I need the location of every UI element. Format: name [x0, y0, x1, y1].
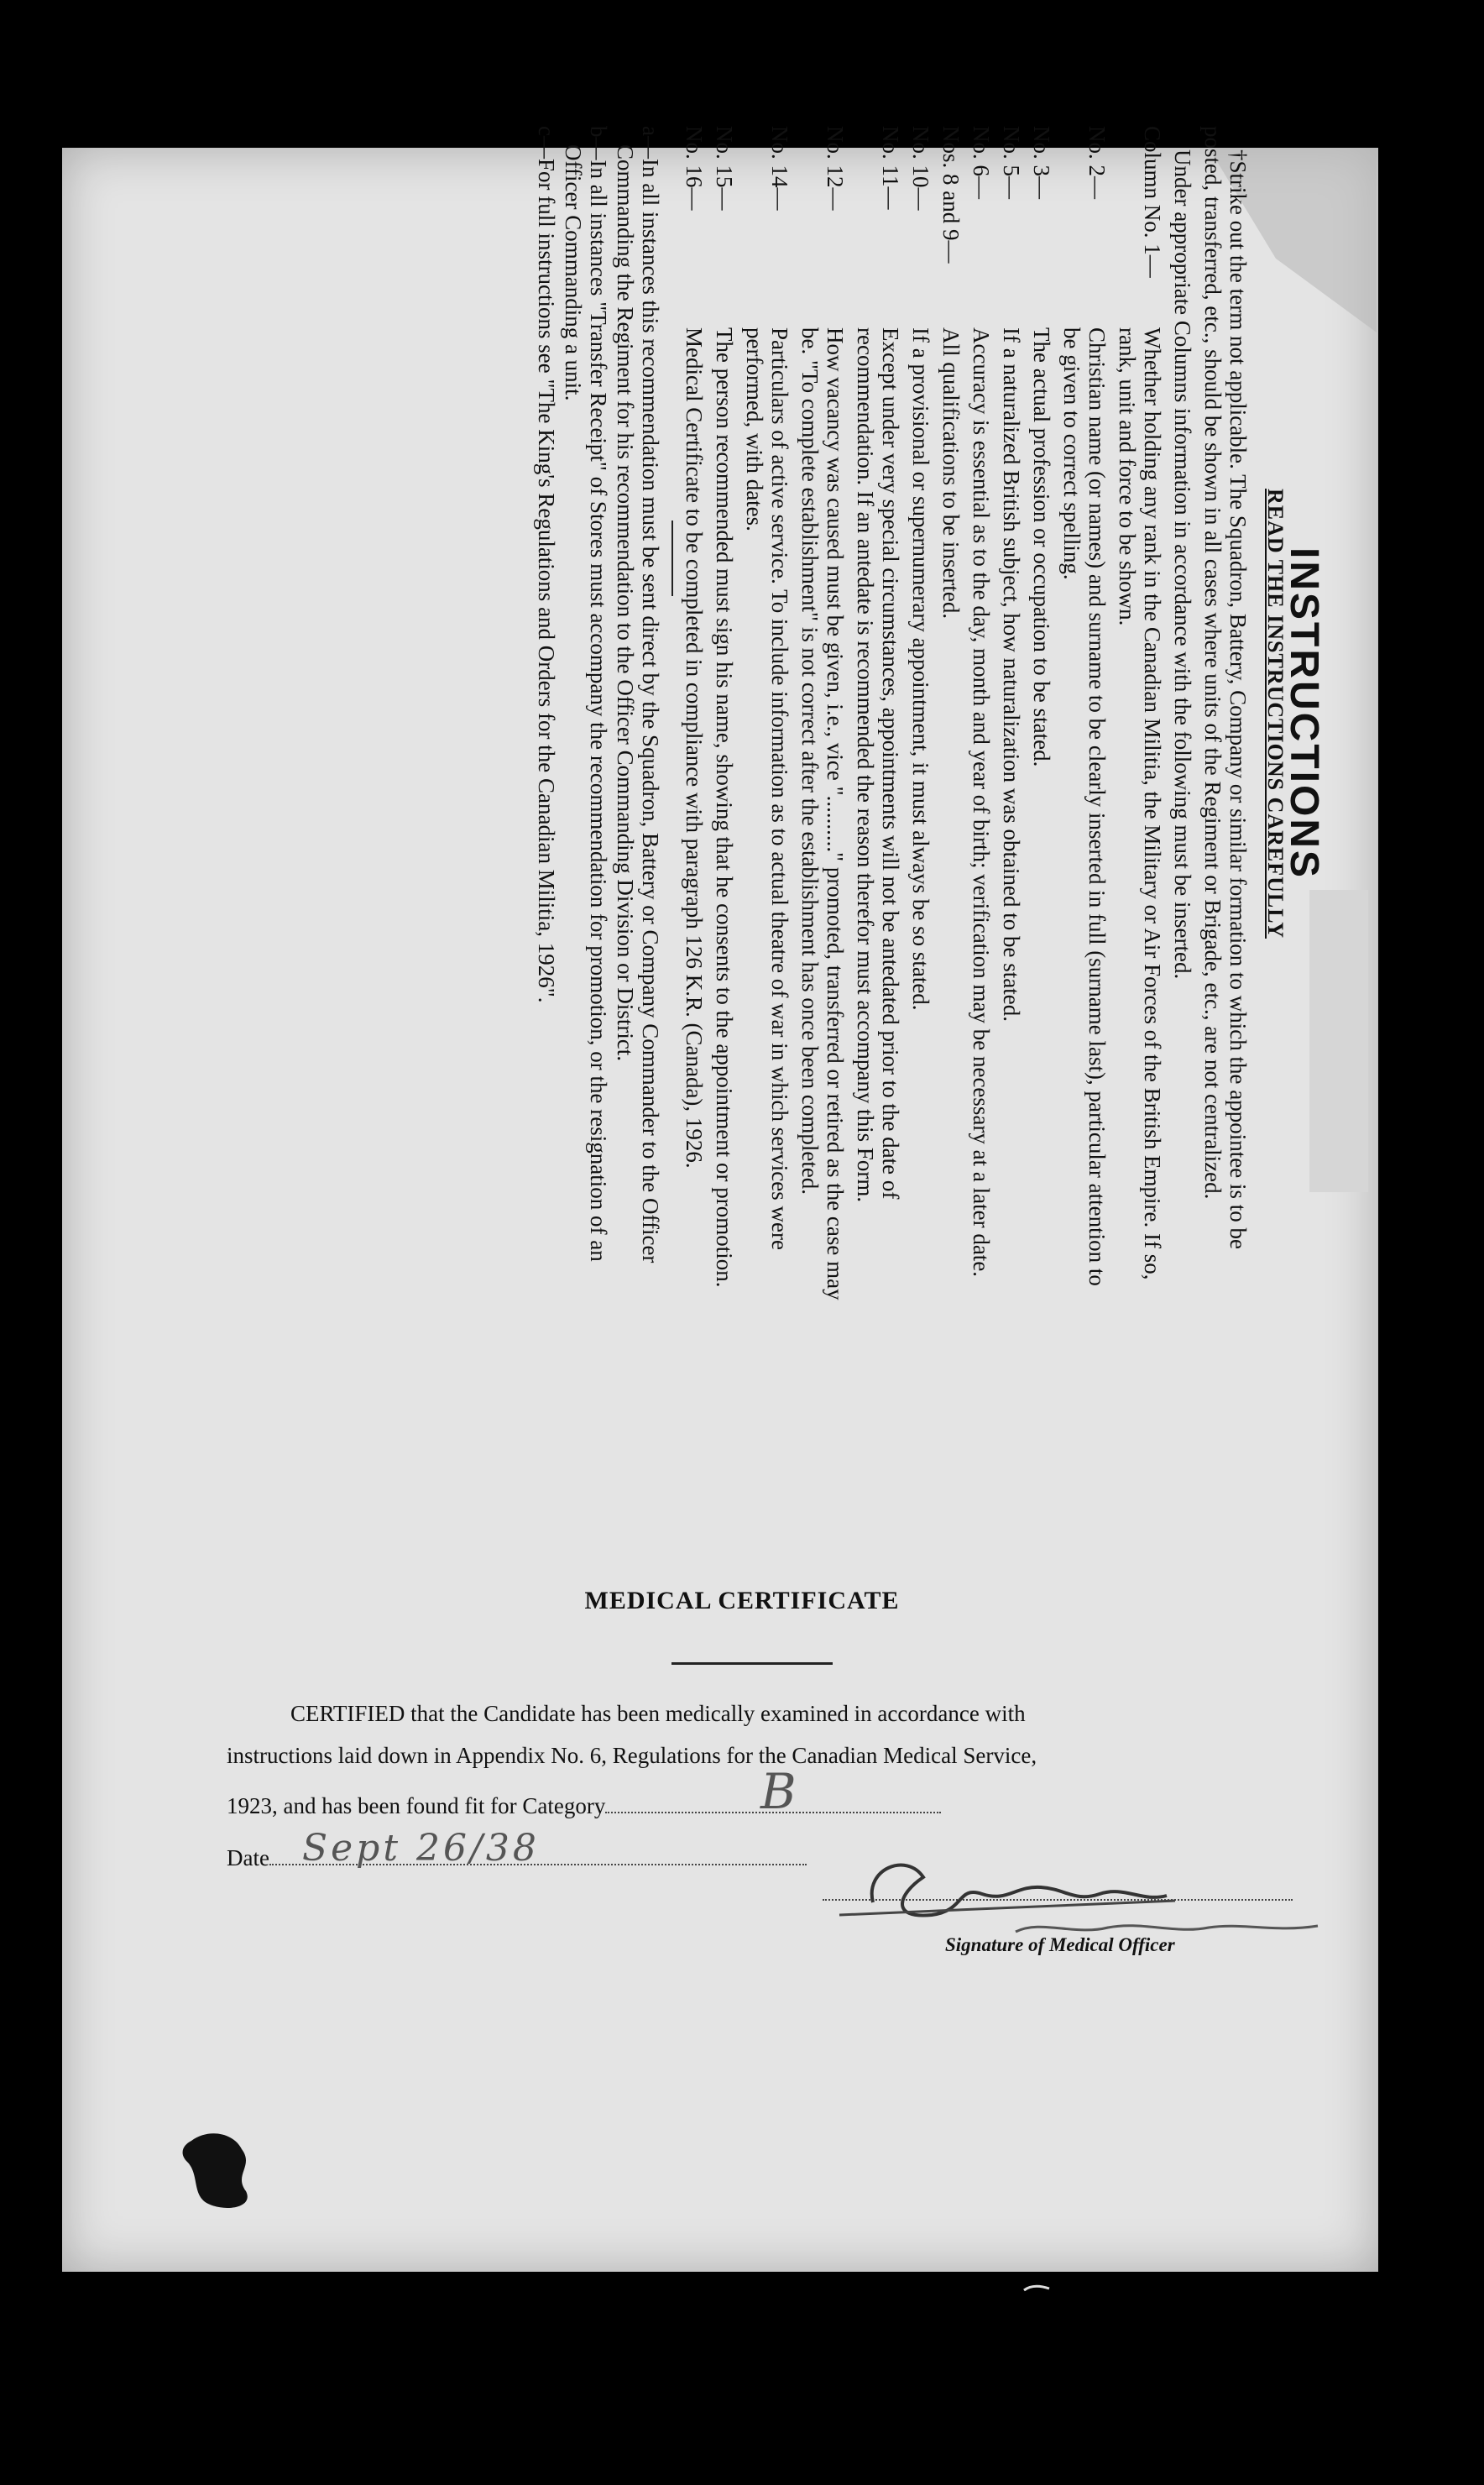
- instruction-item: [938, 126, 964, 1301]
- certificate-line-3-text: 1923, and has been found fit for Category: [227, 1793, 606, 1818]
- instruction-item: [999, 126, 1024, 1301]
- instruction-note: a—In all instances this recommendation must be sent direct by the Squadron, Battery or Company Commander to the Officer Commanding the Regiment for his recommendation to the Officer Commanding Division or District.: [613, 126, 663, 1263]
- instruction-text: How vacancy was caused must be given, i.e., vice ".........." promoted, transferred or retired as the case may be. "To complete establishment" is not correct after the establishment has once been completed.: [797, 327, 848, 1300]
- paper-tab: [1309, 890, 1368, 1192]
- instruction-item: [853, 126, 903, 1301]
- date-handwritten: Sept 26/38: [302, 1827, 540, 1870]
- certificate-line-1: CERTIFIED that the Candidate has been medically examined in accordance with: [290, 1701, 1026, 1726]
- ink-speck: [1022, 2284, 1051, 2294]
- instruction-label: Column No. 1—: [1140, 126, 1165, 278]
- instruction-label: No. 16—: [682, 126, 707, 211]
- instruction-item: [797, 126, 848, 1301]
- divider-rule: [671, 521, 673, 596]
- instruction-item: [1115, 126, 1165, 1301]
- signature-label: Signature of Medical Officer: [945, 1934, 1175, 1955]
- instruction-label: No. 15—: [712, 126, 737, 211]
- instructions-subtitle: READ THE INSTRUCTIONS CAREFULLY: [1263, 489, 1288, 939]
- instructions-title: INSTRUCTIONS: [1282, 547, 1326, 880]
- instruction-text: Whether holding any rank in the Canadian Militia, the Military or Air Forces of the British Empire. If so, rank, unit and force to be shown.: [1115, 327, 1165, 1280]
- instruction-text: Except under very special circumstances, appointments will not be antedated prior to the date of recommendation. If an antedate is recommended the reason therefor must accompany this Form.: [853, 327, 903, 1203]
- certificate-line-2: instructions laid down in Appendix No. 6, Regulations for the Canadian Medical Service,: [227, 1743, 1037, 1768]
- instructions-lead: Under appropriate Columns information in accordance with the following must be inserted.: [1170, 149, 1195, 980]
- instruction-item: [712, 126, 737, 1301]
- instruction-text: The actual profession or occupation to be stated.: [1029, 327, 1054, 767]
- instruction-text: Medical Certificate to be completed in compliance with paragraph 126 K.R. (Canada), 1926.: [682, 327, 707, 1169]
- instruction-label: No. 5—: [999, 126, 1024, 199]
- instruction-text: If a naturalized British subject, how naturalization was obtained to be stated.: [999, 327, 1024, 1022]
- instruction-text: The person recommended must sign his name, showing that he consents to the appointment or promotion.: [712, 327, 737, 1288]
- instruction-label: No. 3—: [1029, 126, 1054, 199]
- title-underline: [671, 1662, 833, 1665]
- instruction-item: [908, 126, 933, 1301]
- category-handwritten: B: [760, 1763, 797, 1820]
- instruction-label: No. 2—: [1084, 126, 1110, 199]
- instruction-label: No. 11—: [878, 126, 903, 210]
- instruction-label: No. 10—: [908, 126, 933, 211]
- instruction-note: c—For full instructions see "The King's Regulations and Orders for the Canadian Militia, 1926".: [534, 126, 559, 1003]
- date-label: Date: [227, 1845, 269, 1870]
- medical-certificate-title: MEDICAL CERTIFICATE: [584, 1587, 900, 1614]
- instruction-item: [682, 126, 707, 1301]
- instruction-text: Particulars of active service. To include information as to actual theatre of war in which services were performed, with dates.: [742, 327, 792, 1250]
- ink-stain: [175, 2124, 267, 2216]
- instruction-text: All qualifications to be inserted.: [938, 327, 964, 620]
- instruction-item: [742, 126, 792, 1301]
- instruction-label: No. 12—: [823, 126, 848, 211]
- instruction-label: No. 6—: [969, 126, 994, 199]
- instruction-text: Accuracy is essential as to the day, month and year of birth; verification may be necessary at a later date.: [969, 327, 994, 1278]
- instructions-rotated-block: [532, 126, 1326, 1301]
- instruction-item: [1029, 126, 1054, 1301]
- instruction-text: If a provisional or supernumerary appointment, it must always be so stated.: [908, 327, 933, 1011]
- instruction-text: Christian name (or names) and surname to be clearly inserted in full (surname last), particular attention to be given to correct spelling.: [1059, 327, 1110, 1286]
- instruction-item: [1059, 126, 1110, 1301]
- instruction-label: Nos. 8 and 9—: [938, 126, 964, 264]
- certificate-line-3: [227, 1793, 941, 1819]
- instruction-note: b—In all instances "Transfer Receipt" of Stores must accompany the recommendation for promotion, or the resignation of an Officer Commanding a unit.: [561, 126, 611, 1262]
- instruction-item: [969, 126, 994, 1301]
- instructions-intro: †Strike out the term not applicable. The Squadron, Battery, Company or similar formation to which the appointee is to be posted, transferred, etc., should be shown in all cases where units of the Regiment or Brigade, etc., are not centralized.: [1200, 126, 1251, 1249]
- instruction-label: No. 14—: [767, 126, 792, 211]
